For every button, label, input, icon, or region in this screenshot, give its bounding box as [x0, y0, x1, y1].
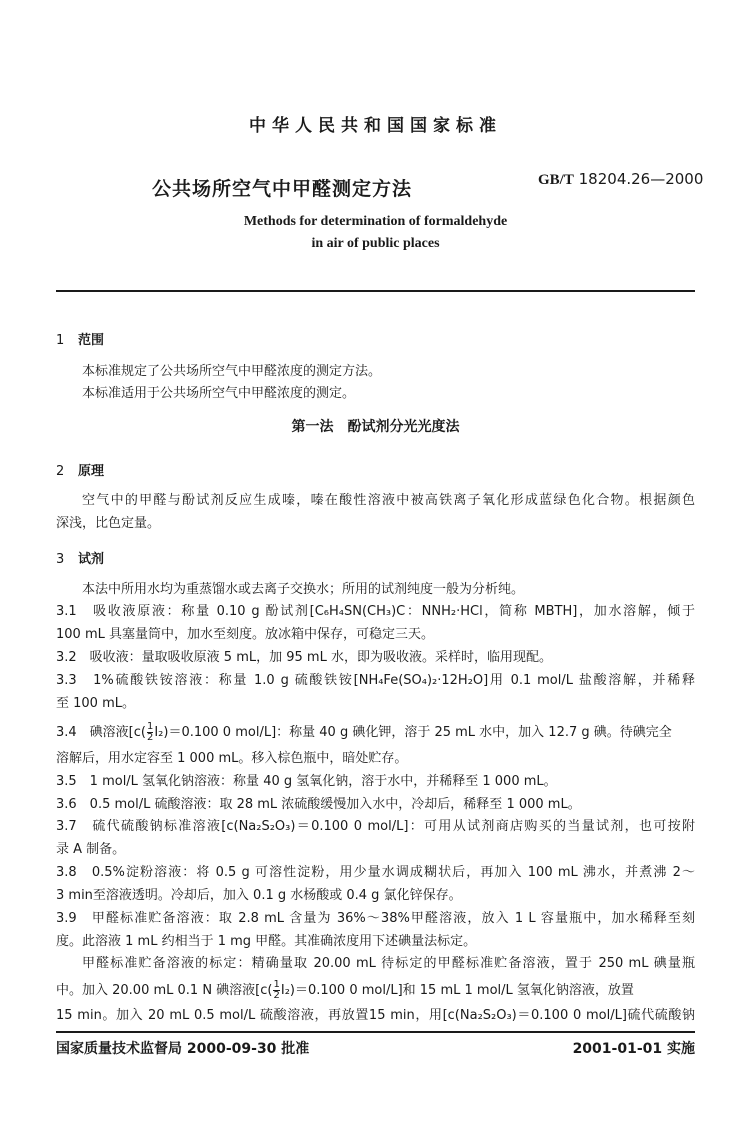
section-number: 1	[56, 333, 65, 348]
item-3-3-line-2: 至 100 mL。	[56, 696, 135, 711]
english-title-line-1: Methods for determination of formaldehyde	[243, 214, 508, 229]
section-1-heading	[56, 332, 695, 350]
implementation-date: 2001-01-01 实施	[572, 1041, 695, 1057]
calibration-suffix: I₂)＝0.100 0 mol/L]和 15 mL 1 mol/L 氢氧化钠溶液，放置	[280, 983, 634, 998]
item-3-1-line-1: 3.1 吸收液原液：称量 0.10 g 酚试剂[C₆H₄SN(CH₃)C：NNH₂·HCl，简称 MBTH]，加水溶解，倾于	[56, 604, 695, 619]
item-3-3-line-1: 3.3 1%硫酸铁铵溶液：称量 1.0 g 硫酸铁铵[NH₄Fe(SO₄)₂·12H₂O]用 0.1 mol/L 盐酸溶解，并稀释	[56, 673, 695, 688]
item-3-4-line-2: 溶解后，用水定容至 1 000 mL。移入棕色瓶中，暗处贮存。	[56, 751, 408, 766]
calibration-line-3: 15 min。加入 20 mL 0.5 mol/L 硫酸溶液，再放置15 min，用[c(Na₂S₂O₃)＝0.100 0 mol/L]硫代硫酸钠	[56, 1008, 695, 1023]
section-number: 2	[56, 464, 65, 479]
item-3-7-line-2: 录 A 制备。	[56, 842, 126, 857]
item-3-4-prefix: 3.4 碘溶液[c(	[56, 725, 146, 740]
item-3-4-suffix: I₂)＝0.100 0 mol/L]：称量 40 g 碘化钾，溶于 25 mL 水中，加入 12.7 g 碘。待碘完全	[154, 725, 672, 740]
item-3-1-line-2: 100 mL 具塞量筒中，加水至刻度。放冰箱中保存，可稳定三天。	[56, 627, 434, 642]
reagents-intro: 本法中所用水均为重蒸馏水或去离子交换水；所用的试剂纯度一般为分析纯。	[82, 582, 525, 597]
item-3-6: 3.6 0.5 mol/L 硫酸溶液：取 28 mL 浓硫酸缓慢加入水中，冷却后，稀释至 1 000 mL。	[56, 797, 581, 812]
principle-line-2: 深浅，比色定量。	[56, 516, 161, 531]
item-3-9-line-1: 3.9 甲醛标准贮备溶液：取 2.8 mL 含量为 36%～38%甲醛溶液，放入 1 L 容量瓶中，加水稀释至刻	[56, 911, 695, 926]
fraction-numerator: 1	[146, 721, 154, 732]
half-fraction	[273, 980, 279, 1001]
method-title: 第一法 酚试剂分光光度法	[291, 419, 460, 435]
standard-number	[538, 170, 703, 189]
item-3-8-line-1: 3.8 0.5%淀粉溶液：将 0.5 g 可溶性淀粉，用少量水调成糊状后，再加入 100 mL 沸水，并煮沸 2～	[56, 865, 695, 880]
header-rule	[56, 290, 695, 292]
half-fraction	[147, 722, 153, 743]
fraction-numerator: 1	[273, 979, 280, 990]
section-3-heading	[56, 551, 695, 569]
english-title-line-2: in air of public places	[311, 236, 440, 251]
calibration-line-1: 甲醛标准贮备溶液的标定：精确量取 20.00 mL 待标定的甲醛标准贮备溶液，置于 250 mL 碘量瓶	[82, 956, 695, 971]
section-title: 原理	[78, 464, 105, 479]
scope-paragraph-1: 本标准规定了公共场所空气中甲醛浓度的测定方法。	[82, 364, 382, 379]
calibration-line-2	[56, 980, 695, 1001]
org-title: 中华人民共和国国家标准	[249, 116, 502, 136]
standard-number-value: 18204.26—2000	[578, 170, 704, 188]
section-2-heading	[56, 463, 695, 481]
item-3-7-line-1: 3.7 硫代硫酸钠标准溶液[c(Na₂S₂O₃)＝0.100 0 mol/L]：可用从试剂商店购买的当量试剂，也可按附	[56, 819, 695, 834]
item-3-2: 3.2 吸收液：量取吸收原液 5 mL，加 95 mL 水，即为吸收液。采样时，临用现配。	[56, 650, 552, 665]
section-number: 3	[56, 552, 65, 567]
item-3-5: 3.5 1 mol/L 氢氧化钠溶液：称量 40 g 氢氧化钠，溶于水中，并稀释至 1 000 mL。	[56, 774, 557, 789]
fraction-denominator: 2	[273, 990, 280, 1001]
calibration-prefix: 中。加入 20.00 mL 0.1 N 碘溶液[c(	[56, 983, 273, 998]
footer-rule	[56, 1031, 695, 1033]
fraction-denominator: 2	[146, 732, 154, 743]
standard-code: GB/T	[538, 172, 574, 188]
scope-paragraph-2: 本标准适用于公共场所空气中甲醛浓度的测定。	[82, 386, 356, 401]
section-title: 试剂	[78, 552, 105, 567]
item-3-4-line-1	[56, 722, 695, 743]
section-title: 范围	[78, 333, 105, 348]
principle-line-1: 空气中的甲醛与酚试剂反应生成嗪，嗪在酸性溶液中被高铁离子氧化形成蓝绿色化合物。根据颜色	[82, 493, 695, 508]
item-3-8-line-2: 3 min至溶液透明。冷却后，加入 0.1 g 水杨酸或 0.4 g 氯化锌保存。	[56, 888, 462, 903]
item-3-9-line-2: 度。此溶液 1 mL 约相当于 1 mg 甲醛。其准确浓度用下述碘量法标定。	[56, 934, 477, 949]
approval-date: 国家质量技术监督局 2000-09-30 批准	[56, 1041, 310, 1057]
main-title: 公共场所空气中甲醛测定方法	[152, 178, 413, 200]
